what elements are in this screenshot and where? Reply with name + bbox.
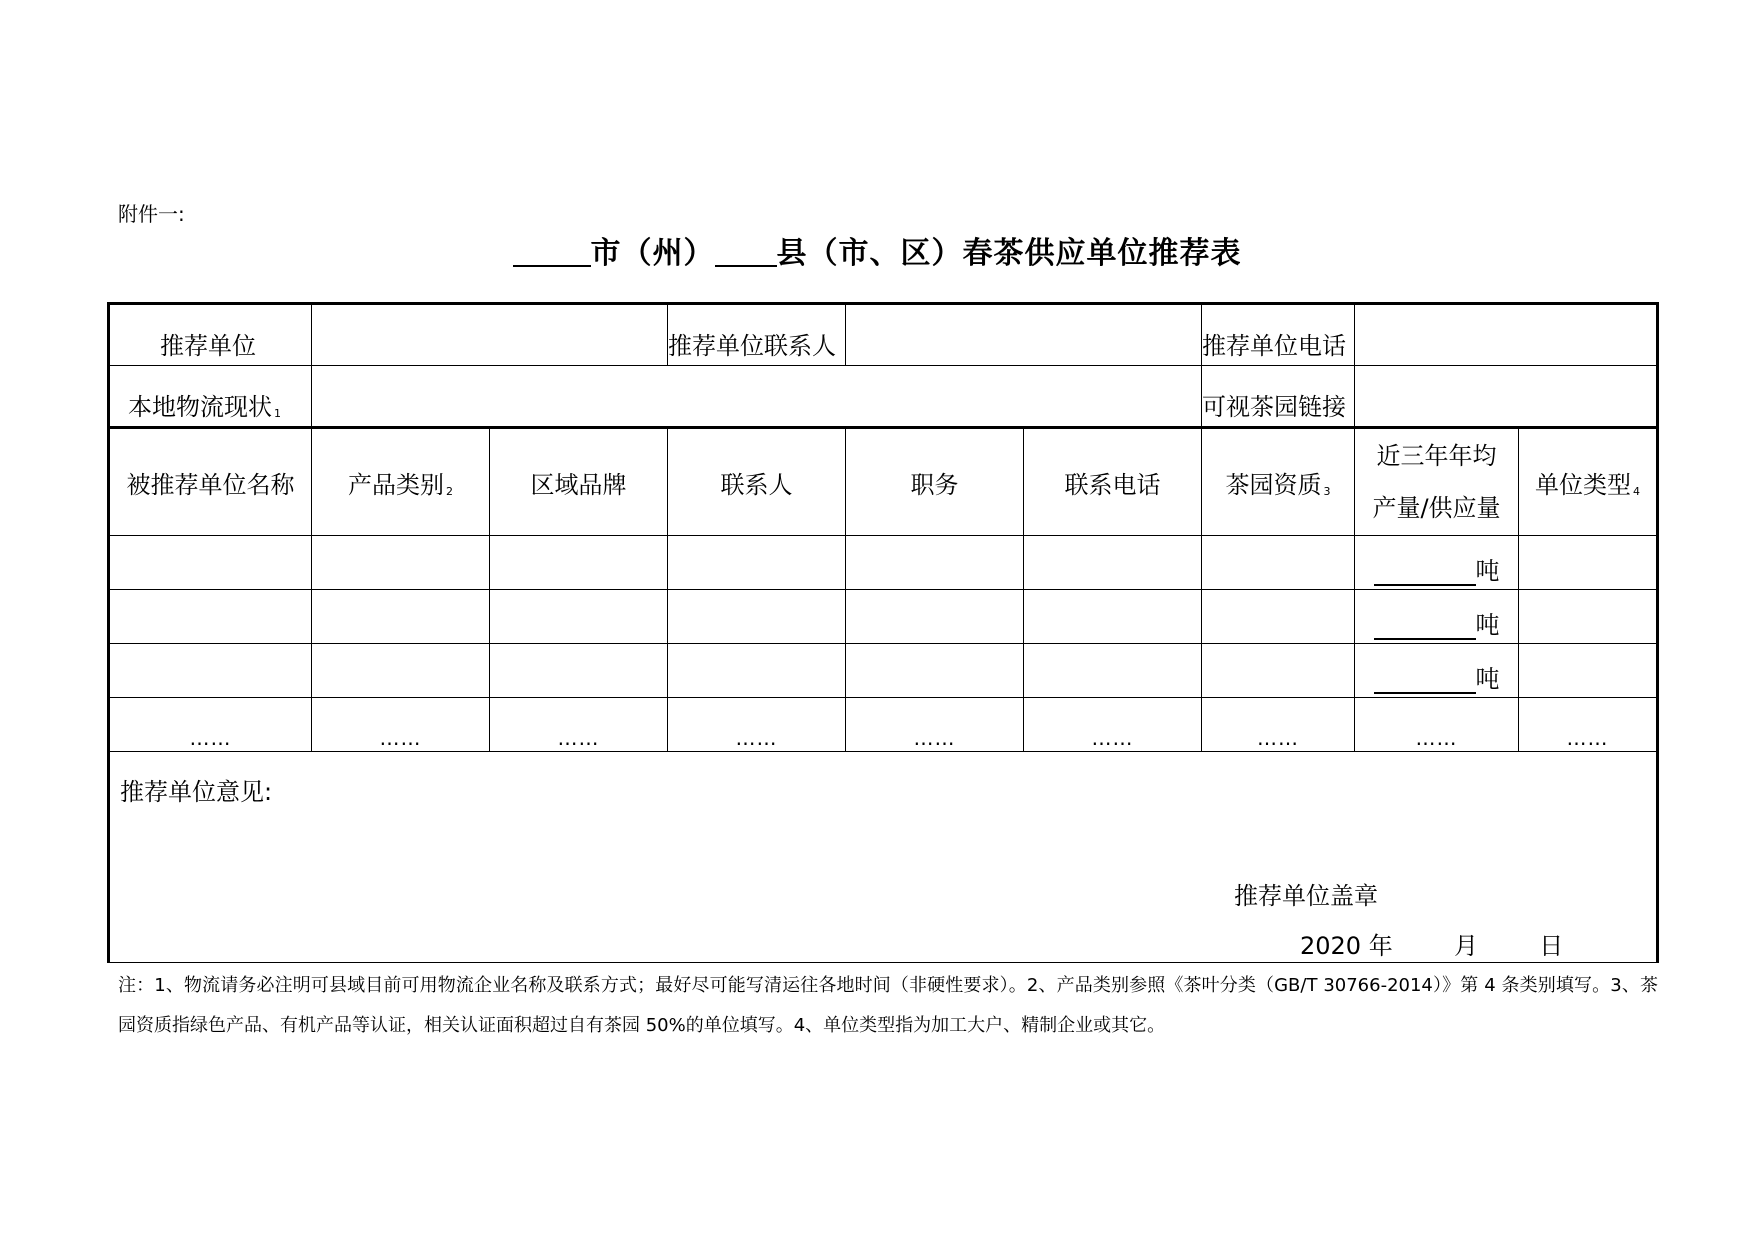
ellipsis-cell: …… [1202, 698, 1355, 752]
contact-label-cell [668, 304, 846, 366]
cell[interactable] [1202, 644, 1355, 698]
cell[interactable] [1519, 590, 1658, 644]
cell[interactable] [109, 644, 312, 698]
output-cell[interactable] [1355, 536, 1519, 590]
title-part-2: 县（市、区）春茶供应单位推荐表 [776, 236, 1242, 271]
ellipsis-cell: …… [490, 698, 668, 752]
cell[interactable] [668, 590, 846, 644]
county-blank[interactable] [715, 235, 777, 267]
ellipsis-cell: …… [846, 698, 1024, 752]
col-qualification: 茶园资质 $_3$ [1202, 428, 1355, 536]
cell[interactable] [1202, 590, 1355, 644]
date-line [1300, 926, 1563, 961]
cell[interactable] [846, 590, 1024, 644]
cell[interactable] [846, 536, 1024, 590]
cell[interactable] [490, 536, 668, 590]
col-position: 职务 [846, 428, 1024, 536]
cell[interactable] [1519, 536, 1658, 590]
city-blank[interactable] [513, 235, 591, 267]
cell[interactable] [1519, 644, 1658, 698]
phone-value[interactable] [1355, 304, 1658, 366]
video-label-cell [1202, 366, 1355, 428]
logistics-footnote: 1 [274, 407, 281, 420]
cell[interactable] [312, 536, 490, 590]
page-title [0, 228, 1754, 272]
cell[interactable] [668, 536, 846, 590]
cell[interactable] [490, 590, 668, 644]
col-name: 被推荐单位名称 [109, 428, 312, 536]
cell[interactable] [1024, 590, 1202, 644]
video-value[interactable] [1355, 366, 1658, 428]
date-month: 月 [1454, 932, 1478, 960]
ton-unit: 吨 [1475, 665, 1500, 693]
opinion-row [109, 752, 1658, 963]
ellipsis-cell: …… [668, 698, 846, 752]
column-header-row [109, 428, 1658, 536]
col-unit-type: 单位类型 $_4$ [1519, 428, 1658, 536]
date-day: 日 [1539, 932, 1564, 960]
recommendation-table [107, 302, 1659, 963]
table-row [109, 644, 1658, 698]
video-label: 可视茶园链接 [1202, 393, 1346, 421]
ellipsis-cell: …… [312, 698, 490, 752]
cell[interactable] [1202, 536, 1355, 590]
output-cell[interactable] [1355, 590, 1519, 644]
recommender-label-cell [109, 304, 312, 366]
ellipsis-cell: …… [1355, 698, 1519, 752]
cell[interactable] [312, 590, 490, 644]
output-cell[interactable] [1355, 644, 1519, 698]
col-category: 产品类别 $_2$ [312, 428, 490, 536]
ellipsis-cell: …… [1024, 698, 1202, 752]
cell[interactable] [312, 644, 490, 698]
cell[interactable] [1024, 644, 1202, 698]
title-part-1: 市（州） [590, 236, 715, 271]
recommender-label: 推荐单位 [160, 332, 256, 360]
cell[interactable] [490, 644, 668, 698]
contact-label: 推荐单位联系人 [668, 332, 836, 360]
logistics-label-cell [109, 366, 312, 428]
ton-unit: 吨 [1475, 611, 1500, 639]
seal-label: 推荐单位盖章 [1234, 882, 1378, 910]
opinion-cell[interactable] [109, 752, 1658, 963]
contact-value[interactable] [846, 304, 1202, 366]
cell[interactable] [109, 536, 312, 590]
cell[interactable] [109, 590, 312, 644]
ellipsis-cell: …… [1519, 698, 1658, 752]
cell[interactable] [1024, 536, 1202, 590]
recommender-value[interactable] [312, 304, 668, 366]
logistics-label: 本地物流现状 [128, 393, 272, 421]
col-brand: 区域品牌 [490, 428, 668, 536]
table-row [109, 536, 1658, 590]
col-phone: 联系电话 [1024, 428, 1202, 536]
opinion-label: 推荐单位意见: [120, 778, 273, 806]
cell[interactable] [846, 644, 1024, 698]
ellipsis-row [109, 698, 1658, 752]
table-row [109, 590, 1658, 644]
col-contact: 联系人 [668, 428, 846, 536]
ton-unit: 吨 [1475, 557, 1500, 585]
footnote-text: 注：1、物流请务必注明可县域目前可用物流企业名称及联系方式；最好尽可能写清运往各地时间（非硬性要求）。2、产品类别参照《茶叶分类（GB/T 30766-2014）》第 4 条类别填写。3、茶园资质指绿色产品、有机产品等认证，相关认证面积超过自有茶园 50%的单位填写。4、单位类型指为加工大户、精制企业或其它。 [118, 975, 1658, 1036]
attachment-label: 附件一: [118, 202, 185, 226]
date-year: 2020 年 [1300, 932, 1393, 960]
cell[interactable] [668, 644, 846, 698]
phone-label: 推荐单位电话 [1202, 332, 1346, 360]
col-output: 近三年年均 产量/供应量 [1355, 428, 1519, 536]
phone-label-cell [1202, 304, 1355, 366]
logistics-value[interactable] [312, 366, 1202, 428]
ellipsis-cell: …… [109, 698, 312, 752]
